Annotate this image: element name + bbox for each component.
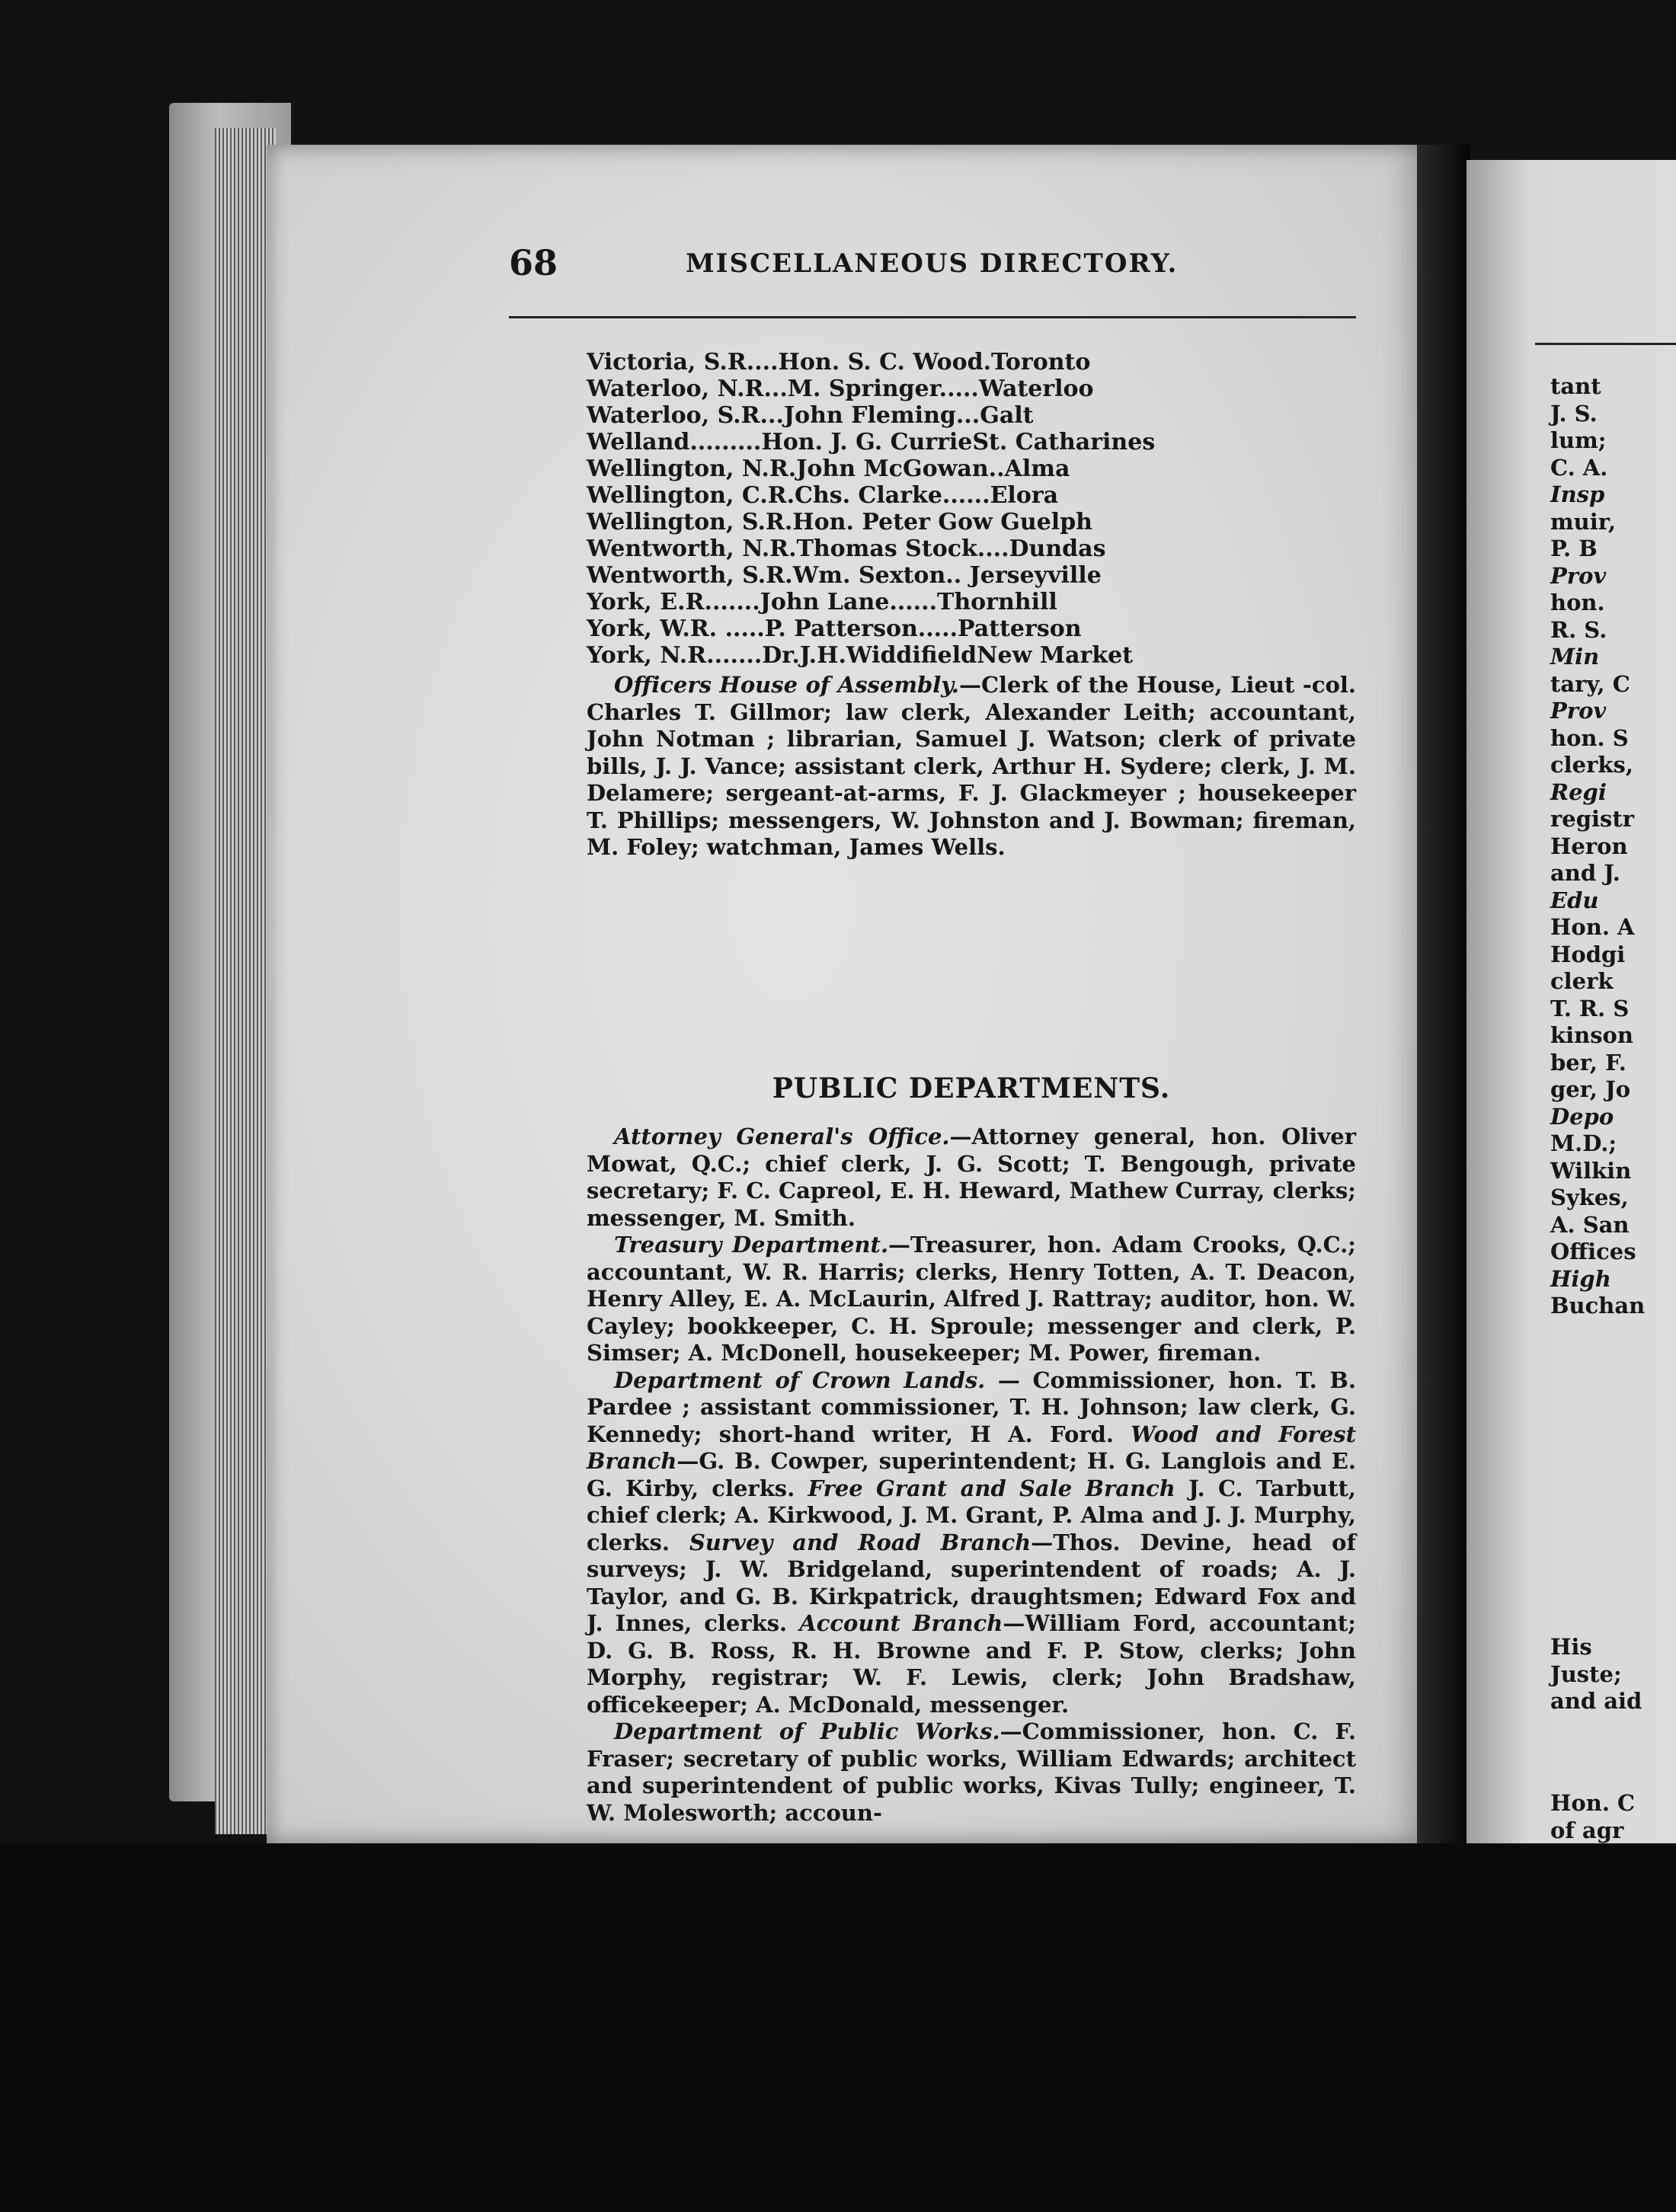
roster-row: Victoria, S.R....Hon. S. C. Wood.Toronto xyxy=(587,349,1091,376)
branch-label: Survey and Road Branch xyxy=(689,1529,1032,1555)
department-label: Department of Public Works. xyxy=(614,1718,1000,1744)
right-line: Sykes, xyxy=(1550,1184,1629,1210)
right-line: A. San xyxy=(1550,1211,1630,1238)
right-line: tant xyxy=(1550,373,1601,399)
running-title: MISCELLANEOUS DIRECTORY. xyxy=(686,248,1179,279)
department-text: J. C. Tarbutt, chief clerk; A. Kirkwood, J. M. Grant, P. Alma and J. J. Murphy, clerks. xyxy=(587,1475,1356,1555)
constituency-roster xyxy=(587,349,1348,669)
page-number: 68 xyxy=(509,242,558,283)
department-entry xyxy=(587,1232,1356,1367)
roster-row: Wentworth, N.R.Thomas Stock....Dundas xyxy=(587,535,1106,562)
department-text: —Attorney general, hon. Oliver Mowat, Q.C.; chief clerk, J. G. Scott; T. Bengough, private secretary; F. C. Capreol, E. H. Heward, Mathew Curray, clerks; messenger, M. Smith. xyxy=(587,1124,1356,1231)
branch-label: Wood and Forest Branch xyxy=(587,1421,1356,1474)
roster-row: York, W.R. .....P. Patterson.....Patterson xyxy=(587,615,1082,642)
right-line: Prov xyxy=(1550,562,1607,589)
right-line: clerks, xyxy=(1550,752,1633,778)
roster-row: Wellington, C.R.Chs. Clarke......Elora xyxy=(587,482,1059,509)
right-text-block-1 xyxy=(1550,373,1645,1320)
officers-paragraph-block xyxy=(587,672,1356,861)
department-label: Department of Crown Lands. xyxy=(614,1367,986,1393)
right-header-rule xyxy=(1535,343,1676,345)
right-line: of agr xyxy=(1550,1817,1624,1843)
right-line: Edu xyxy=(1550,887,1599,913)
departments-block xyxy=(587,1124,1356,1827)
right-line: Hon. C xyxy=(1550,1790,1636,1816)
right-line: ger, Jo xyxy=(1550,1076,1631,1102)
right-line: Depo xyxy=(1550,1103,1614,1130)
department-entry xyxy=(587,1124,1356,1232)
branch-label: Account Branch xyxy=(799,1610,1003,1636)
right-line: C. A. xyxy=(1550,454,1608,481)
officers-text: —Clerk of the House, Lieut -col. Charles T. Gillmor; law clerk, Alexander Leith; accountant, John Notman ; librarian, Samuel J. Watson; clerk of private bills, J. J. Vance; assistant clerk, Arthur H. Sydere; clerk, J. M. Delamere; sergeant-at-arms, F. J. Glackmeyer ; housekeeper T. Phillips; messengers, W. Johnston and J. Bowman; fireman, M. Foley; watchman, James Wells. xyxy=(587,672,1356,860)
right-line: Offices xyxy=(1550,1239,1636,1264)
right-line: T. R. S xyxy=(1550,995,1630,1021)
right-line: tary, C xyxy=(1550,670,1630,697)
right-line: muir, xyxy=(1550,508,1617,535)
roster-row: Wellington, N.R.John McGowan..Alma xyxy=(587,456,1070,482)
roster-row: Wentworth, S.R.Wm. Sexton.. Jerseyville xyxy=(587,562,1102,589)
department-text: —Thos. Devine, head of surveys; J. W. Bridgeland, superintendent of roads; A. J. Taylor, and G. B. Kirkpatrick, draughtsmen; Edward Fox and J. Innes, clerks. xyxy=(587,1529,1356,1636)
right-line: Regi xyxy=(1550,778,1607,805)
right-line: Insp xyxy=(1550,481,1605,507)
officers-label: Officers House of Assembly. xyxy=(614,672,959,698)
officers-paragraph xyxy=(587,672,1356,861)
right-line: lum; xyxy=(1550,427,1607,453)
right-line: ber, F. xyxy=(1550,1049,1626,1076)
right-line: High xyxy=(1550,1265,1611,1292)
right-line: Juste; xyxy=(1550,1661,1622,1687)
header-rule xyxy=(509,316,1356,318)
department-label: Treasury Department. xyxy=(614,1232,889,1258)
right-line: and J. xyxy=(1550,860,1620,886)
roster-row: York, E.R.......John Lane......Thornhill xyxy=(587,589,1057,615)
department-label: Attorney General's Office. xyxy=(614,1124,950,1149)
right-line: Hon. A xyxy=(1550,914,1635,940)
right-text-block-2 xyxy=(1550,1634,1642,1715)
department-text: —Commissioner, hon. C. F. Fraser; secretary of public works, William Edwards; architect and superintendent of public works, Kivas Tully; engineer, T. W. Molesworth; accoun- xyxy=(587,1718,1356,1826)
right-line: His xyxy=(1550,1634,1592,1660)
right-line: R. S. xyxy=(1550,616,1607,643)
right-line: M.D.; xyxy=(1550,1130,1617,1156)
right-line: P. B xyxy=(1550,535,1598,561)
right-line: clerk xyxy=(1550,968,1614,994)
right-line: and aid xyxy=(1550,1688,1642,1714)
right-line: kinson xyxy=(1550,1022,1633,1048)
roster-row: Waterloo, S.R...John Fleming...Galt xyxy=(587,402,1034,429)
book-gutter xyxy=(1417,145,1470,2049)
branch-label: Free Grant and Sale Branch xyxy=(808,1475,1175,1501)
department-text: — Commissioner, hon. T. B. Pardee ; assistant commissioner, T. H. Johnson; law clerk, G. Kennedy; short-hand writer, H A. Ford. xyxy=(587,1367,1356,1447)
roster-row: Welland.........Hon. J. G. CurrieSt. Catharines xyxy=(587,429,1156,456)
roster-row: Wellington, S.R.Hon. Peter Gow Guelph xyxy=(587,509,1092,535)
right-line: registr xyxy=(1550,806,1635,832)
right-line: Buchan xyxy=(1550,1293,1646,1319)
right-line: hon. xyxy=(1550,590,1605,615)
left-page xyxy=(267,145,1432,1843)
right-page-fragment xyxy=(1466,160,1676,2064)
right-line: Wilkin xyxy=(1550,1157,1632,1184)
department-entry xyxy=(587,1367,1356,1719)
right-line: hon. S xyxy=(1550,724,1629,751)
department-text: —G. B. Cowper, superintendent; H. G. Langlois and E. G. Kirby, clerks. xyxy=(587,1448,1356,1501)
section-heading: PUBLIC DEPARTMENTS. xyxy=(772,1072,1171,1104)
roster-row: Waterloo, N.R...M. Springer.....Waterloo xyxy=(587,376,1094,402)
department-text: —Treasurer, hon. Adam Crooks, Q.C.; accountant, W. R. Harris; clerks, Henry Totten, A. T. Deacon, Henry Alley, E. A. McLaurin, Alfred J. Rattray; auditor, hon. W. Cayley; bookkeeper, C. H. Sproule; messenger and clerk, P. Simser; A. McDonell, housekeeper; M. Power, fireman. xyxy=(587,1232,1356,1366)
right-line: Min xyxy=(1550,644,1600,670)
department-entry xyxy=(587,1718,1356,1827)
right-line: Heron xyxy=(1550,833,1628,859)
scan-bottom-shadow xyxy=(0,1843,1676,2212)
roster-row: York, N.R.......Dr.J.H.WiddifieldNew Market xyxy=(587,642,1134,669)
right-line: J. S. xyxy=(1550,400,1598,427)
department-text: —William Ford, accountant; D. G. B. Ross, R. H. Browne and F. P. Stow, clerks; John Morphy, registrar; W. F. Lewis, clerk; John Bradshaw, officekeeper; A. McDonald, messenger. xyxy=(587,1610,1357,1718)
right-line: Hodgi xyxy=(1550,941,1626,967)
right-line: Prov xyxy=(1550,698,1607,724)
